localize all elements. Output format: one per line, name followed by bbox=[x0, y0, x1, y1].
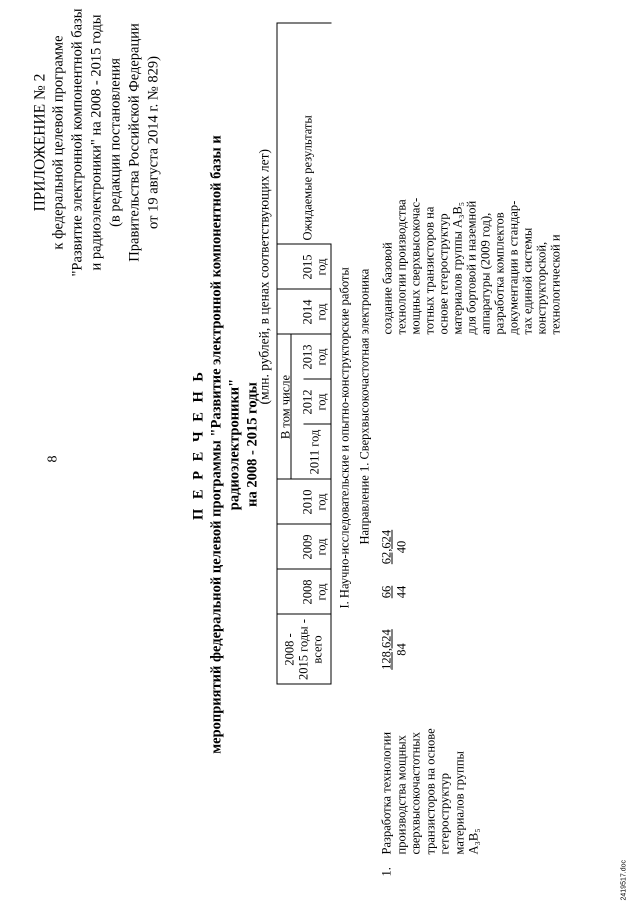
appendix-line: (в редакции постановления bbox=[107, 58, 124, 227]
units-note: (млн. рублей, в ценах соответствующих лет) bbox=[256, 148, 272, 405]
header-2015: 2015 год bbox=[300, 254, 329, 280]
header-2013: 2013 год bbox=[300, 344, 329, 370]
list-title: П Е Р Е Ч Е Н Ь bbox=[190, 368, 207, 521]
appendix-line: от 19 августа 2014 г. № 829) bbox=[145, 56, 162, 229]
row-number: 1. bbox=[379, 867, 394, 877]
appendix-line: и радиоэлектроники" на 2008 - 2015 годы bbox=[88, 14, 105, 271]
header-including: В том числе bbox=[278, 374, 293, 440]
row-total: 128,624 84 bbox=[379, 629, 409, 670]
row-expected-results: создание базовой технологии производства мощных сверхвысокочас- тотных транзисторов на основе гетероструктур материалов группы A₃B₅ для бортовой и наземной аппаратуры (2009 год), разработка комплектов документации в стандар- тах единой системы конструкторской, технологической и bbox=[380, 197, 563, 335]
subtitle-line: на 2008 - 2015 годы bbox=[244, 382, 261, 507]
document-subtitle bbox=[208, 125, 262, 765]
appendix-line: Правительства Российской Федерации bbox=[126, 23, 143, 262]
header-results: Ожидаемые результаты bbox=[300, 115, 315, 241]
rotated-page bbox=[1, 0, 640, 905]
appendix-line: к федеральной целевой программе bbox=[50, 35, 67, 250]
appendix-line: "Развитие электронной компонентной базы bbox=[69, 8, 86, 277]
header-2011: 2011 год bbox=[307, 429, 322, 475]
page-number: 8 bbox=[45, 455, 61, 463]
subtitle-line: мероприятий федеральной целевой программы "Развитие электронной компонентной базы и радиоэлектроники" bbox=[208, 135, 243, 754]
header-2010: 2010 год bbox=[300, 489, 329, 515]
appendix-block bbox=[31, 3, 164, 283]
header-total: 2008 - 2015 годы - всего bbox=[282, 619, 325, 680]
appendix-title: ПРИЛОЖЕНИЕ № 2 bbox=[31, 73, 49, 212]
row-name: Разработка технологии производства мощных сверхвысокочастотных транзисторов на основе гетероструктур материалов группы A₃B₅ bbox=[379, 728, 481, 855]
header-bottom-line bbox=[331, 244, 332, 685]
file-name-footer: 2419517.doc bbox=[620, 860, 628, 901]
header-2012: 2012 год bbox=[300, 389, 329, 415]
section-heading: I. Научно-исследовательские и опытно-конструкторские работы bbox=[337, 267, 352, 609]
direction-heading: Направление 1. Сверхвысокочастотная электроника bbox=[357, 268, 372, 545]
row-2009: 62,624 40 bbox=[379, 529, 409, 565]
row-2008: 66 44 bbox=[379, 585, 409, 599]
header-2009: 2009 год bbox=[300, 534, 329, 560]
header-2008: 2008 год bbox=[300, 579, 329, 605]
header-2014: 2014 год bbox=[300, 299, 329, 325]
